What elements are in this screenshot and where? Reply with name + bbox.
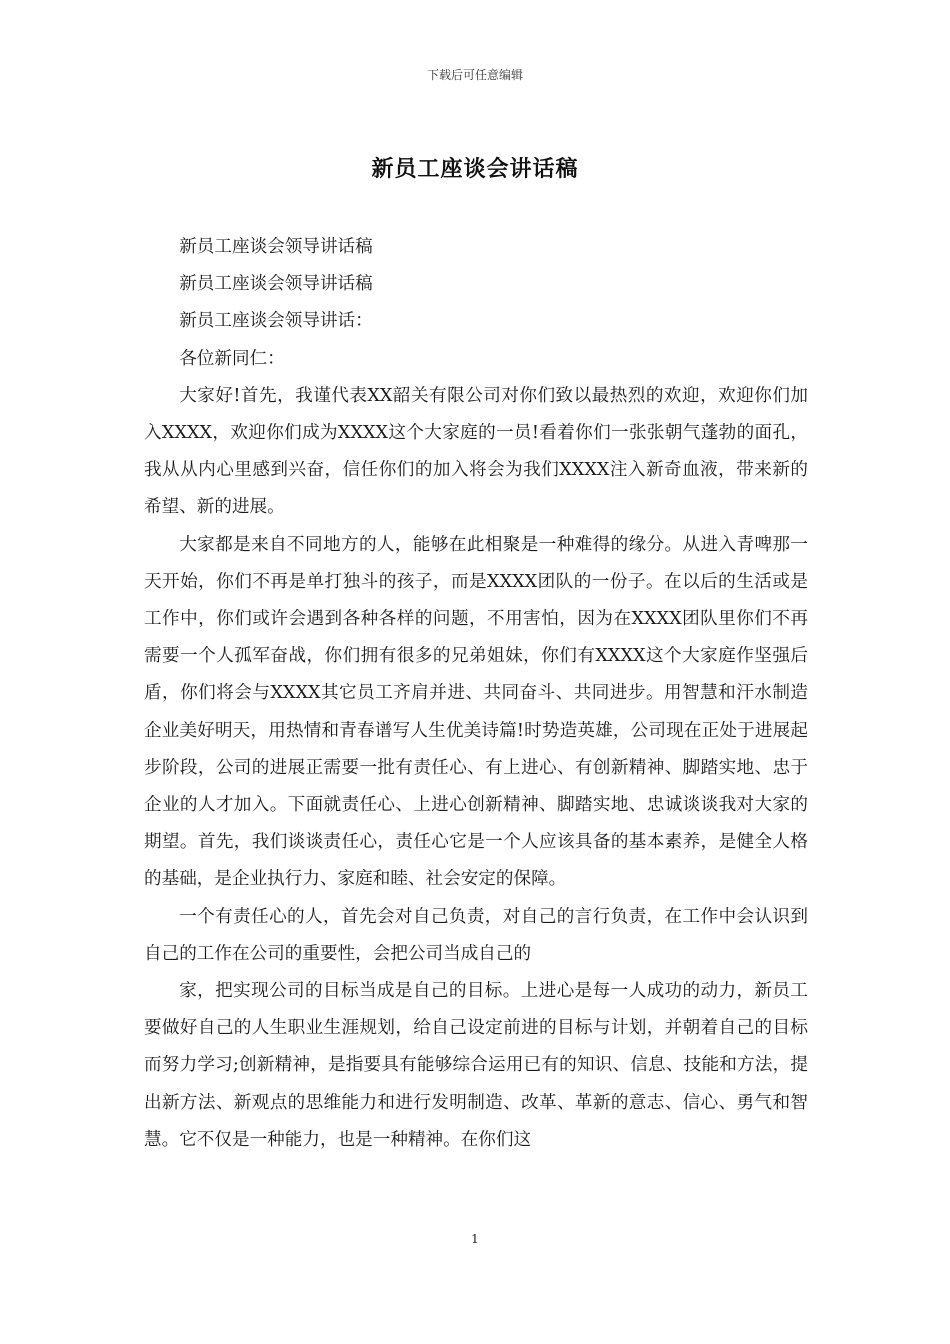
document-body [144,229,808,1159]
paragraph: 各位新同仁： [179,348,285,369]
paragraph: 大家都是来自不同地方的人，能够在此相聚是一种难得的缘分。从进入青啤那一天开始，你们不再是单打独斗的孩子，而是XXXX团队的一份子。在以后的生活或是工作中，你们或许会遇到各种各样的问题，不用害怕，因为在XXXX团队里你们不再需要一个人孤军奋战，你们拥有很多的兄弟姐妹，你们有XXXX这个大家庭作坚强后盾，你们将会与XXXX其它员工齐肩并进、共同奋斗、共同进步。用智慧和汗水制造企业美好明天，用热情和青春谱写人生优美诗篇!时势造英雄，公司现在正处于进展起步阶段，公司的进展正需要一批有责任心、有上进心、有创新精神、脚踏实地、忠于企业的人才加入。下面就责任心、上进心创新精神、脚踏实地、忠诚谈谈我对大家的期望。首先，我们谈谈责任心，责任心它是一个人应该具备的基本素养，是健全人格的基础，是企业执行力、家庭和睦、社会安定的保障。 [144,534,808,890]
paragraph: 新员工座谈会领导讲话稿 [179,274,373,295]
paragraph: 大家好!首先，我谨代表XX韶关有限公司对你们致以最热烈的欢迎，欢迎你们加入XXXX，欢迎你们成为XXXX这个大家庭的一员!看着你们一张张朝气蓬勃的面孔，我从从内心里感到兴奋，信任你们的加入将会为我们XXXX注入新奇血液，带来新的希望、新的进展。 [144,385,808,518]
paragraph: 新员工座谈会领导讲话稿 [179,237,373,257]
document-title: 新员工座谈会讲话稿 [371,156,579,182]
page-number: 1 [471,1232,479,1246]
paragraph: 一个有责任心的人，首先会对自己负责，对自己的言行负责，在工作中会认识到自己的工作在公司的重要性，会把公司当成自己的 [144,906,808,964]
paragraph: 新员工座谈会领导讲话： [179,311,373,332]
paragraph: 家，把实现公司的目标当成是自己的目标。上进心是每一人成功的动力，新员工要做好自己的人生职业生涯规划，给自己设定前进的目标与计划，并朝着自己的目标而努力学习;创新精神，是指要具有能够综合运用已有的知识、信息、技能和方法，提出新方法、新观点的思维能力和进行发明制造、改革、革新的意志、信心、勇气和智慧。它不仅是一种能力，也是一种精神。在你们这 [144,981,808,1150]
header-note: 下载后可任意编辑 [426,68,523,82]
